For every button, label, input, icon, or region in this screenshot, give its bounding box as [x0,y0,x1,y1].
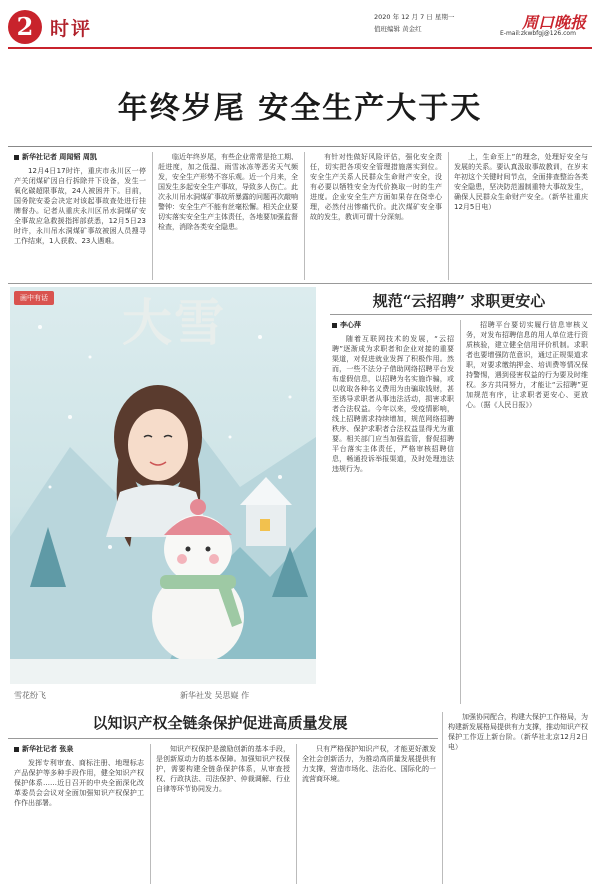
snow-ground [10,659,316,684]
column-divider [150,744,151,884]
article3-paragraph-1: 发挥专利审查、商标注册、地理标志产品保护等多种手段作用，健全知识产权保护体系……近日召开的中央全面深化改革委员会会议对全面加强知识产权保护工作作出部署。 [14,759,144,807]
article3-column-2 [156,744,290,884]
section-title: 时评 [50,18,93,40]
snowman-cheek [209,554,219,564]
lead-paragraph-2: 临近年终岁尾，有些企业常常是抢工期、赶进度，加之低温、雨雪冰冻等恶劣天气频发，安全生产形势不容乐观。近一个月来，全国发生多起安全生产事故，导致多人伤亡。此次永川吊水洞煤矿事故所暴露的问题再次敲响警钟：安全生产不能有丝毫松懈。相关企业要切实落实安全生产主体责任，各地要加强监督检查，消除各类安全隐患。 [158,153,298,231]
snowman-eye [186,547,191,552]
lead-column-1 [14,166,146,280]
masthead-rule [8,47,592,49]
issue-date: 2020 年 12 月 7 日 星期一 [374,13,455,21]
article3-paragraph-3: 只有严格保护知识产权，才能更好激发全社会创新活力，为推动高质量发展提供有力支撑，营造市场化、法治化、国际化的一流营商环境。 [302,745,436,783]
lead-column-4 [454,152,588,280]
article2-paragraph-1: 随着互联网技术的发展，“云招聘”逐渐成为求职者和企业对接的重要渠道，对促进就业发挥了积极作用。然而，一些不法分子借助网络招聘平台发布虚假信息，以招聘为名实施诈骗，或以收取各种名义费用为由骗取钱财，甚至诱导求职者从事违法活动，损害求职者合法权益。今年以来，受疫情影响，线上招聘需求持续增加，规范网络招聘秩序、保护求职者合法权益显得尤为重要。相关部门应当加强监管，督促招聘平台落实主体责任，严格审核招聘信息，畅通投诉举报渠道，及时处理违法违规行为。 [332,335,454,473]
article3-column-3 [302,744,436,884]
illustration-caption: 雪花纷飞 [14,691,46,700]
column-divider [152,152,153,280]
article3-byline: 新华社记者 张泉 [14,744,73,754]
article3-headline: 以知识产权全链条保护促进高质量发展 [92,714,348,732]
snowman-hat-pompom [190,499,206,515]
column-divider [304,152,305,280]
snowman-cheek [177,554,187,564]
article3-paragraph-4: 加强协同配合，构建大保护工作格局，为构建新发展格局提供有力支撑，推动知识产权保护工作迈上新台阶。（新华社北京12月2日电） [448,713,588,751]
illustration-credit: 新华社发 吴思嶷 作 [180,691,250,700]
editors-line: 值班编辑 黄金红 [374,25,422,33]
article2-column-2 [466,320,588,704]
illustration-tag: 画中有话 [14,291,54,305]
girl-face [128,409,188,481]
section-rule [8,283,592,284]
article3-rule [8,738,438,739]
lead-column-3 [310,152,442,280]
headline-rule [8,146,592,147]
article3-paragraph-2: 知识产权保护是激励创新的基本手段，是创新原动力的基本保障。加强知识产权保护，需要构建全链条保护体系，从审查授权、行政执法、司法保护、仲裁调解、行业自律等环节协同发力。 [156,745,290,793]
article2-byline: 李心萍 [332,320,361,330]
lead-column-2 [158,152,298,280]
house-window [260,519,270,531]
contact-email: E-mail:zkwbfgj@126.com [500,30,576,37]
column-divider [460,320,461,704]
snowman-eye [206,547,211,552]
lead-paragraph-3: 有针对性做好风险评估，强化安全责任，切实把各项安全管理措施落实到位。安全生产关系人民群众生命财产安全，没有必要以牺牲安全为代价换取一时的生产进度。企业安全生产方面如果存在侥幸心理，必然付出惨痛代价。此次煤矿安全事故的发生，教训可谓十分深刻。 [310,153,442,221]
cartoon-illustration [10,287,316,684]
newspaper-logo: 周口晚报 [522,13,587,32]
article3-column-1 [14,758,144,884]
column-divider [296,744,297,884]
article2-rule [330,314,592,315]
lead-paragraph-4: 上，生命至上”的理念，处理好安全与发展的关系。要认真汲取事故教训，在岁末年初这个关键时间节点，全面排查整治各类安全隐患，坚决防范遏制重特大事故发生，确保人民群众生命财产安全。（新华社重庆12月5日电） [454,153,588,211]
illustration-title: 大雪 [122,293,226,352]
article3-column-4 [448,712,588,884]
column-divider [442,712,443,884]
article2-headline: 规范“云招聘” 求职更安心 [372,292,546,310]
article2-paragraph-2: 招聘平台要切实履行信息审核义务，对发布招聘信息的用人单位进行资质核验，建立健全信用评价机制。求职者也要增强防范意识，通过正规渠道求职，对要求缴纳押金、培训费等情况保持警惕，遇到侵害权益的行为要及时维权。多方共同努力，才能让“云招聘”更加规范有序，让求职者更安心、更放心。（据《人民日报》） [466,321,588,409]
column-divider [448,152,449,280]
main-headline: 年终岁尾 安全生产大于天 [117,91,483,126]
lead-paragraph-1: 12月4日17时许，重庆市永川区一停产关闭煤矿因自行拆除井下设备，发生一氧化碳超限事故，24人被困井下。目前，国务院安委会决定对该起事故查处进行挂牌督办。记者从重庆永川区吊水洞煤矿安全事故应急救援指挥部获悉，12月5日23时许，永川吊水洞煤矿事故被困人员搜寻工作结束，1人获救、23人遇难。 [14,167,146,245]
lead-byline: 新华社记者 周闻韬 周凯 [14,152,97,162]
page-number-badge: 2 [8,10,42,44]
article2-column-1 [332,334,454,704]
